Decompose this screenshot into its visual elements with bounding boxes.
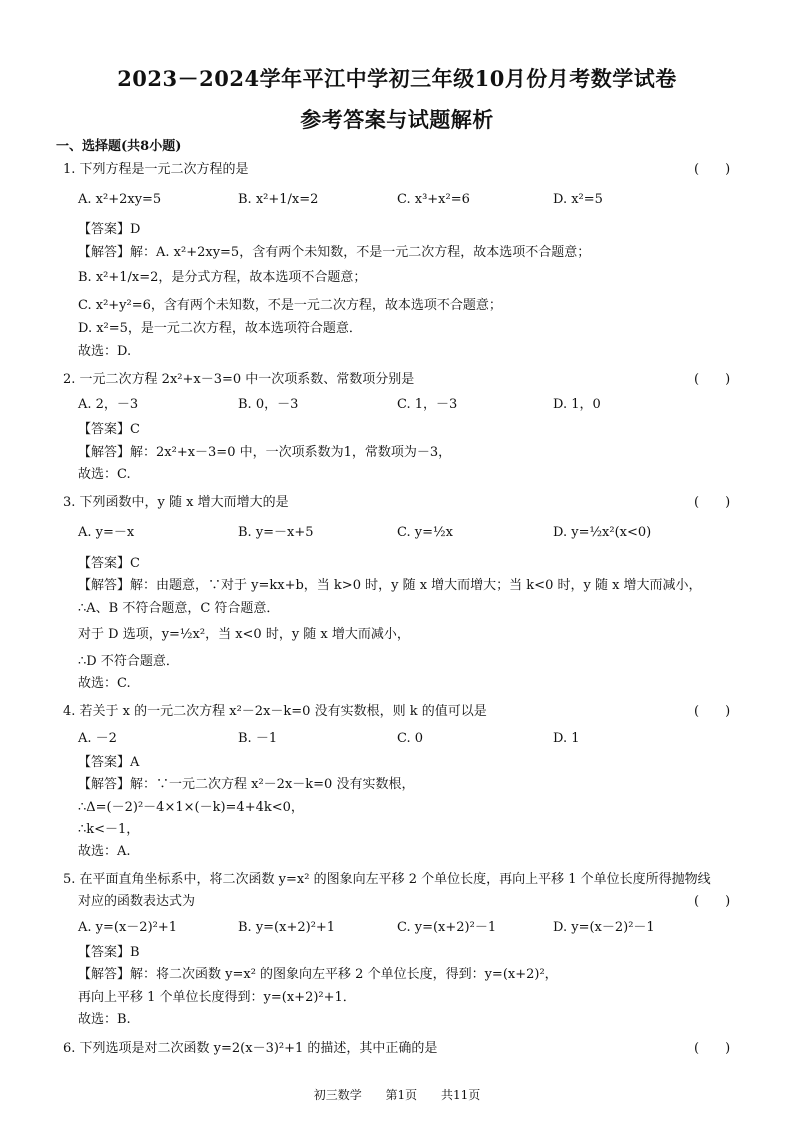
- q3-option-c: C. y=½x: [397, 525, 453, 540]
- answer-paren-1: ( ): [694, 162, 731, 177]
- answer-paren-6: ( ): [694, 1041, 731, 1056]
- q5-option-a: A. y=(x－2)²+1: [78, 920, 178, 935]
- footer-page-number: 第1页: [385, 1088, 418, 1102]
- q5-option-c: C. y=(x+2)²－1: [397, 920, 497, 935]
- q1-analysis-line: 【解答】解：A. x²+2xy=5，含有两个未知数，不是一元二次方程，故本选项不合题意；: [78, 245, 591, 260]
- q4-option-d: D. 1: [553, 731, 580, 746]
- q3-option-b: B. y=－x+5: [238, 525, 314, 540]
- q2-option-c: C. 1，－3: [397, 397, 458, 412]
- question-6-stem: 6. 下列选项是对二次函数 y=2(x－3)²+1 的描述，其中正确的是: [63, 1041, 438, 1056]
- question-2-stem: 2. 一元二次方程 2x²+x－3=0 中一次项系数、常数项分别是: [63, 372, 415, 387]
- question-5-stem: 5. 在平面直角坐标系中，将二次函数 y=x² 的图象向左平移 2 个单位长度，再向上平移 1 个单位长度所得抛物线: [63, 872, 711, 887]
- q1-analysis-line: C. x²+y²=6，含有两个未知数，不是一元二次方程，故本选项不合题意；: [78, 298, 502, 313]
- q5-analysis-line: 故选：B.: [78, 1012, 131, 1027]
- q1-option-a: A. x²+2xy=5: [78, 192, 162, 207]
- q5-analysis-line: 再向上平移 1 个单位长度得到：y=(x+2)²+1．: [78, 990, 356, 1005]
- answer-paren-2: ( ): [694, 372, 731, 387]
- q3-analysis-line: ∴D 不符合题意．: [78, 654, 179, 669]
- q1-analysis-line: D. x²=5，是一元二次方程，故本选项符合题意．: [78, 321, 362, 336]
- q2-option-b: B. 0，－3: [238, 397, 299, 412]
- q3-analysis-line: 【解答】解：由题意，∵对于 y=kx+b，当 k>0 时，y 随 x 增大而增大；当 k<0 时，y 随 x 增大而减小，: [78, 578, 702, 593]
- q5-option-d: D. y=(x－2)²－1: [553, 920, 655, 935]
- q4-analysis-line: ∴Δ=(－2)²－4×1×(－k)=4+4k<0，: [78, 800, 304, 815]
- q4-answer: 【答案】A: [78, 755, 140, 770]
- q5-option-b: B. y=(x+2)²+1: [238, 920, 336, 935]
- answer-paren-5: ( ): [694, 894, 731, 909]
- page-footer: [0, 1086, 794, 1103]
- q2-analysis-line: 故选：C.: [78, 467, 131, 482]
- q4-option-c: C. 0: [397, 731, 424, 746]
- answer-paren-4: ( ): [694, 704, 731, 719]
- q5-answer: 【答案】B: [78, 945, 140, 960]
- question-1-stem: 1. 下列方程是一元二次方程的是: [63, 162, 249, 177]
- q4-analysis-line: ∴k<－1，: [78, 822, 140, 837]
- q1-analysis-line: B. x²+1/x=2，是分式方程，故本选项不合题意；: [78, 270, 367, 285]
- q3-analysis-line: 对于 D 选项，y=½x²，当 x<0 时，y 随 x 增大而减小，: [78, 627, 410, 642]
- q4-option-a: A. －2: [78, 731, 117, 746]
- q3-analysis-line: ∴A、B 不符合题意，C 符合题意．: [78, 601, 280, 616]
- q2-option-a: A. 2，－3: [78, 397, 139, 412]
- q2-analysis-line: 【解答】解：2x²+x－3=0 中，一次项系数为1，常数项为－3，: [78, 445, 452, 460]
- q3-option-d: D. y=½x²(x<0): [553, 525, 652, 540]
- question-3-stem: 3. 下列函数中，y 随 x 增大而增大的是: [63, 495, 289, 510]
- page-title: 2023－2024学年平江中学初三年级10月份月考数学试卷: [117, 66, 677, 91]
- footer-total-pages: 共11页: [441, 1088, 481, 1102]
- q1-option-c: C. x³+x²=6: [397, 192, 470, 207]
- question-4-stem: 4. 若关于 x 的一元二次方程 x²－2x－k=0 没有实数根，则 k 的值可以是: [63, 704, 487, 719]
- q3-analysis-line: 故选：C.: [78, 676, 131, 691]
- q1-answer: 【答案】D: [78, 222, 141, 237]
- q4-analysis-line: 【解答】解：∵一元二次方程 x²－2x－k=0 没有实数根，: [78, 777, 415, 792]
- section-heading: 一、选择题(共8小题): [56, 139, 182, 154]
- q1-option-d: D. x²=5: [553, 192, 603, 207]
- q3-answer: 【答案】C: [78, 556, 140, 571]
- q2-option-d: D. 1，0: [553, 397, 601, 412]
- q5-analysis-line: 【解答】解：将二次函数 y=x² 的图象向左平移 2 个单位长度，得到：y=(x+2)²，: [78, 967, 558, 982]
- q2-answer: 【答案】C: [78, 422, 140, 437]
- q4-option-b: B. －1: [238, 731, 278, 746]
- q4-analysis-line: 故选：A.: [78, 844, 131, 859]
- answer-paren-3: ( ): [694, 495, 731, 510]
- q1-analysis-line: 故选：D.: [78, 344, 132, 359]
- q3-option-a: A. y=－x: [78, 525, 135, 540]
- q1-option-b: B. x²+1/x=2: [238, 192, 319, 207]
- question-5-stem-continued: 对应的函数表达式为: [78, 894, 196, 909]
- footer-subject: 初三数学: [313, 1088, 362, 1102]
- page-subtitle: 参考答案与试题解析: [300, 107, 494, 132]
